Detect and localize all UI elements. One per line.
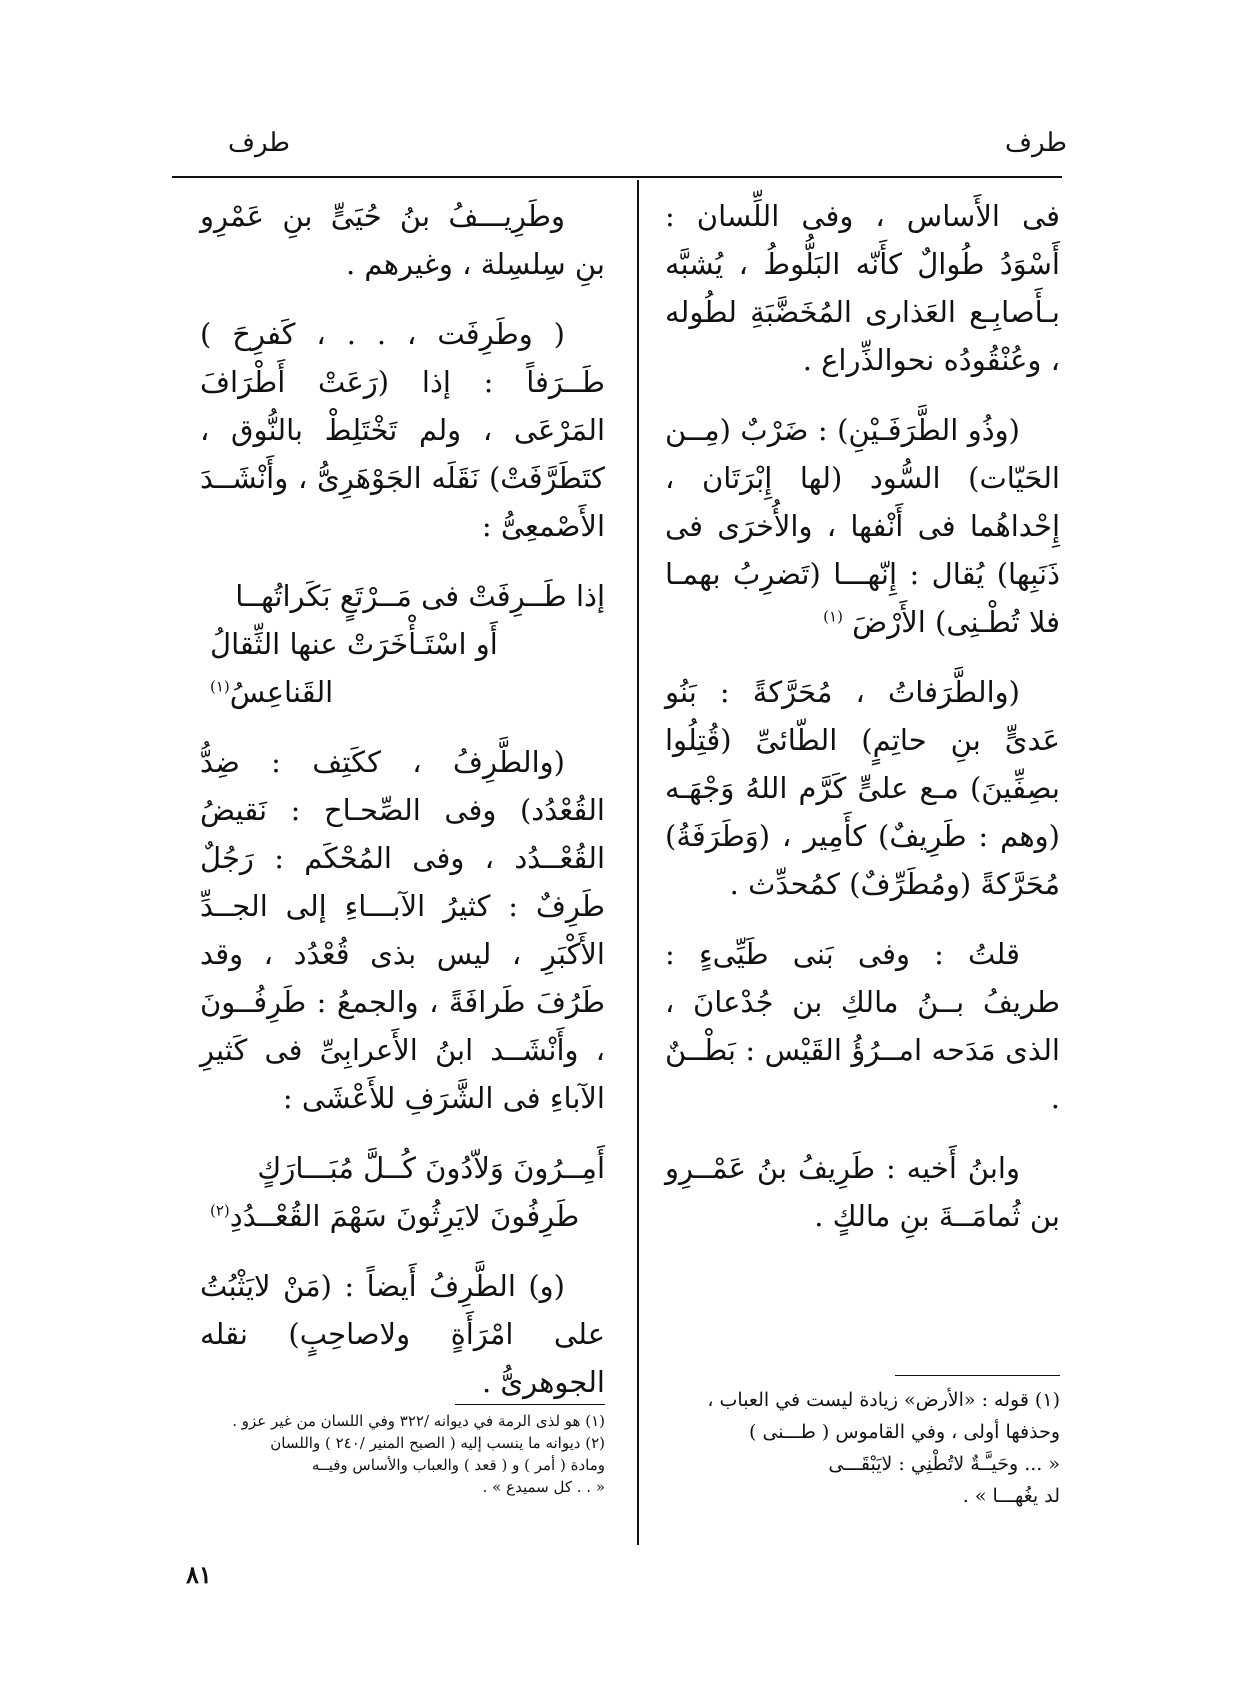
header-right-word: طرف [1005,128,1067,158]
footnote-marker: (٢) [210,1201,230,1220]
verse-second-hemistich [200,1192,605,1240]
footnote-marker: (١) [210,677,230,696]
right-paragraph: (والطَّرَفاتُ ، مُحَرَّكةً : بَنُو عَدىٍّ بنِ حاتِمٍ) الطّائىِّ (قُتِلُوا بصِفِّينَ) مـع علىٍّ كَرَّم اللهُ وَجْهَـه (وهم : طَرِيفٌ) كأَمِير ، (وَطَرَفَةُ) مُحَرَّكةً (ومُطَرِّفٌ) كمُحدِّث . [665,675,1060,901]
left-footnotes [168,1410,605,1498]
header-rule [172,176,1062,178]
footnote-rule-left [455,1404,605,1405]
right-paragraph: وابنُ أَخيه : طَرِيفُ بنُ عَمْــرِو بن ثُمامَــةَ بنِ مالكٍ . [665,1151,1060,1233]
page-number: ٨١ [186,1560,212,1589]
verse-first-hemistich: إذا طَــرِفَتْ فى مَــرْتَعٍ بَكَراتُهــا [235,579,605,613]
footnote-line: « . . كل سميدع » . [482,1478,605,1496]
left-paragraph: وطَرِيـــفُ بنُ حُيَىٍّ بنِ عَمْرِو بنِ سِلسِلة ، وغيرهم . [200,199,605,281]
right-footnotes [665,1384,1060,1512]
right-paragraph [665,406,1060,646]
footnote-line: « ... وحَيـَّـةٌ لاتُطْنِي : لايَبْقَـــى [828,1453,1060,1475]
footnote-line: لد يغُهـــا » . [962,1485,1060,1507]
verse-second-text: طَرِفُونَ لايَرِثُونَ سَهْمَ القُعْــدُدِ [229,1199,580,1233]
left-column [200,192,605,1428]
footnote-rule-right [895,1375,1060,1376]
left-paragraph: ( وطَرِفَت ، . . ، كَفرِحَ ) طَــرَفاً : إذا (رَعَتْ أَطْرَافَ المَرْعَى ، ولم تَخْتَلِطْ بالنُّوق ، كتَطَرَّفَتْ) نَقَلَه الجَوْهَرِىُّ ، وأَنْشَــدَ الأَصْمعِىُّ : [200,317,605,543]
left-paragraph: (والطَّرِفُ ، ككَتِف : ضِدُّ القُعْدُد) وفى الصِّحـاح : نَقيضُ القُعْــدُد ، وفى المُحْكَم : رَجُلٌ طَرِفٌ : كثيرُ الآبـــاءِ إلى الجــدِّ الأَكْبَرِ ، ليس بذى قُعْدُد ، وقد طَرُفَ طَرافَةً ، والجمعُ : طَرِفُــونَ ، وأَنْشَــد ابنُ الأَعرابِىِّ فى كَثيرِ الآباءِ فى الشَّرَفِ للأَعْشَى : [200,745,605,1115]
footnote-marker: (١) [823,607,843,626]
right-paragraph-text: (وذُو الطَّرَفَـيْنِ) : ضَرْبٌ (مِــن الحَيّات) السُّود (لها إِبْرَتَان ، إِحْداهُما فى أَنْفها ، والأُخرَى فى ذَنَبِها) يُقال : إِنّهـــا (تَضرِبُ بهمـا فلا تُطْـنِى) الأَرْضَ [665,413,1060,639]
footnote-line: (١) قوله : «الأرض» زيادة ليست في العباب ، [707,1389,1060,1411]
left-paragraph: (و) الطَّرِفُ أَيضاً : (مَنْ لايَثْبُتُ على امْرَأَةٍ ولاصاحِبٍ) نقله الجوهرىُّ . [200,1269,605,1399]
footnote-line: ومادة ( أمر ) و ( قعد ) والعباب والأساس وفيــه [311,1456,605,1474]
footnote-line: (٢) ديوانه ما ينسب إليه ( الصبح المنير /٢٤٠ ) واللسان [270,1434,605,1452]
right-column [665,192,1060,1262]
right-paragraph: قلتُ : وفى بَنى طَيِّىءٍ : طريفُ بــنُ مالكِ بن جُدْعانَ ، الذى مَدَحه امــرُؤُ القَيْس : بَطْــنٌ . [665,937,1060,1115]
verse-block [200,572,605,716]
verse-first-hemistich: أَمِــرُونَ وَلاّدُونَ كُــلَّ مُبَـــارَكٍ [257,1151,605,1185]
right-paragraph: فى الأَساس ، وفى اللِّسان : أَسْوَدُ طُوالٌ كأَنّه البَلُّوطُ ، يُشبَّه بـأَصابِـع العَذارى المُخَضَّبَةِ لطُوله ، وعُنْقُودُه نحوالذِّراع . [665,199,1060,377]
column-divider [637,180,639,1545]
header-left-word: طرف [228,128,290,158]
verse-second-text: أَو اسْتَـأْخَرَتْ عنها الثِّقالُ القَناعِسُ [210,627,498,709]
footnote-line: (١) هو لذى الرمة في ديوانه /٣٢٢ وفي اللسان من غير عزو . [232,1412,605,1430]
verse-second-hemistich [200,620,605,716]
verse-block [200,1144,605,1240]
footnote-line: وحذفها أولى ، وفي القاموس ( طـــنى ) [749,1421,1060,1443]
